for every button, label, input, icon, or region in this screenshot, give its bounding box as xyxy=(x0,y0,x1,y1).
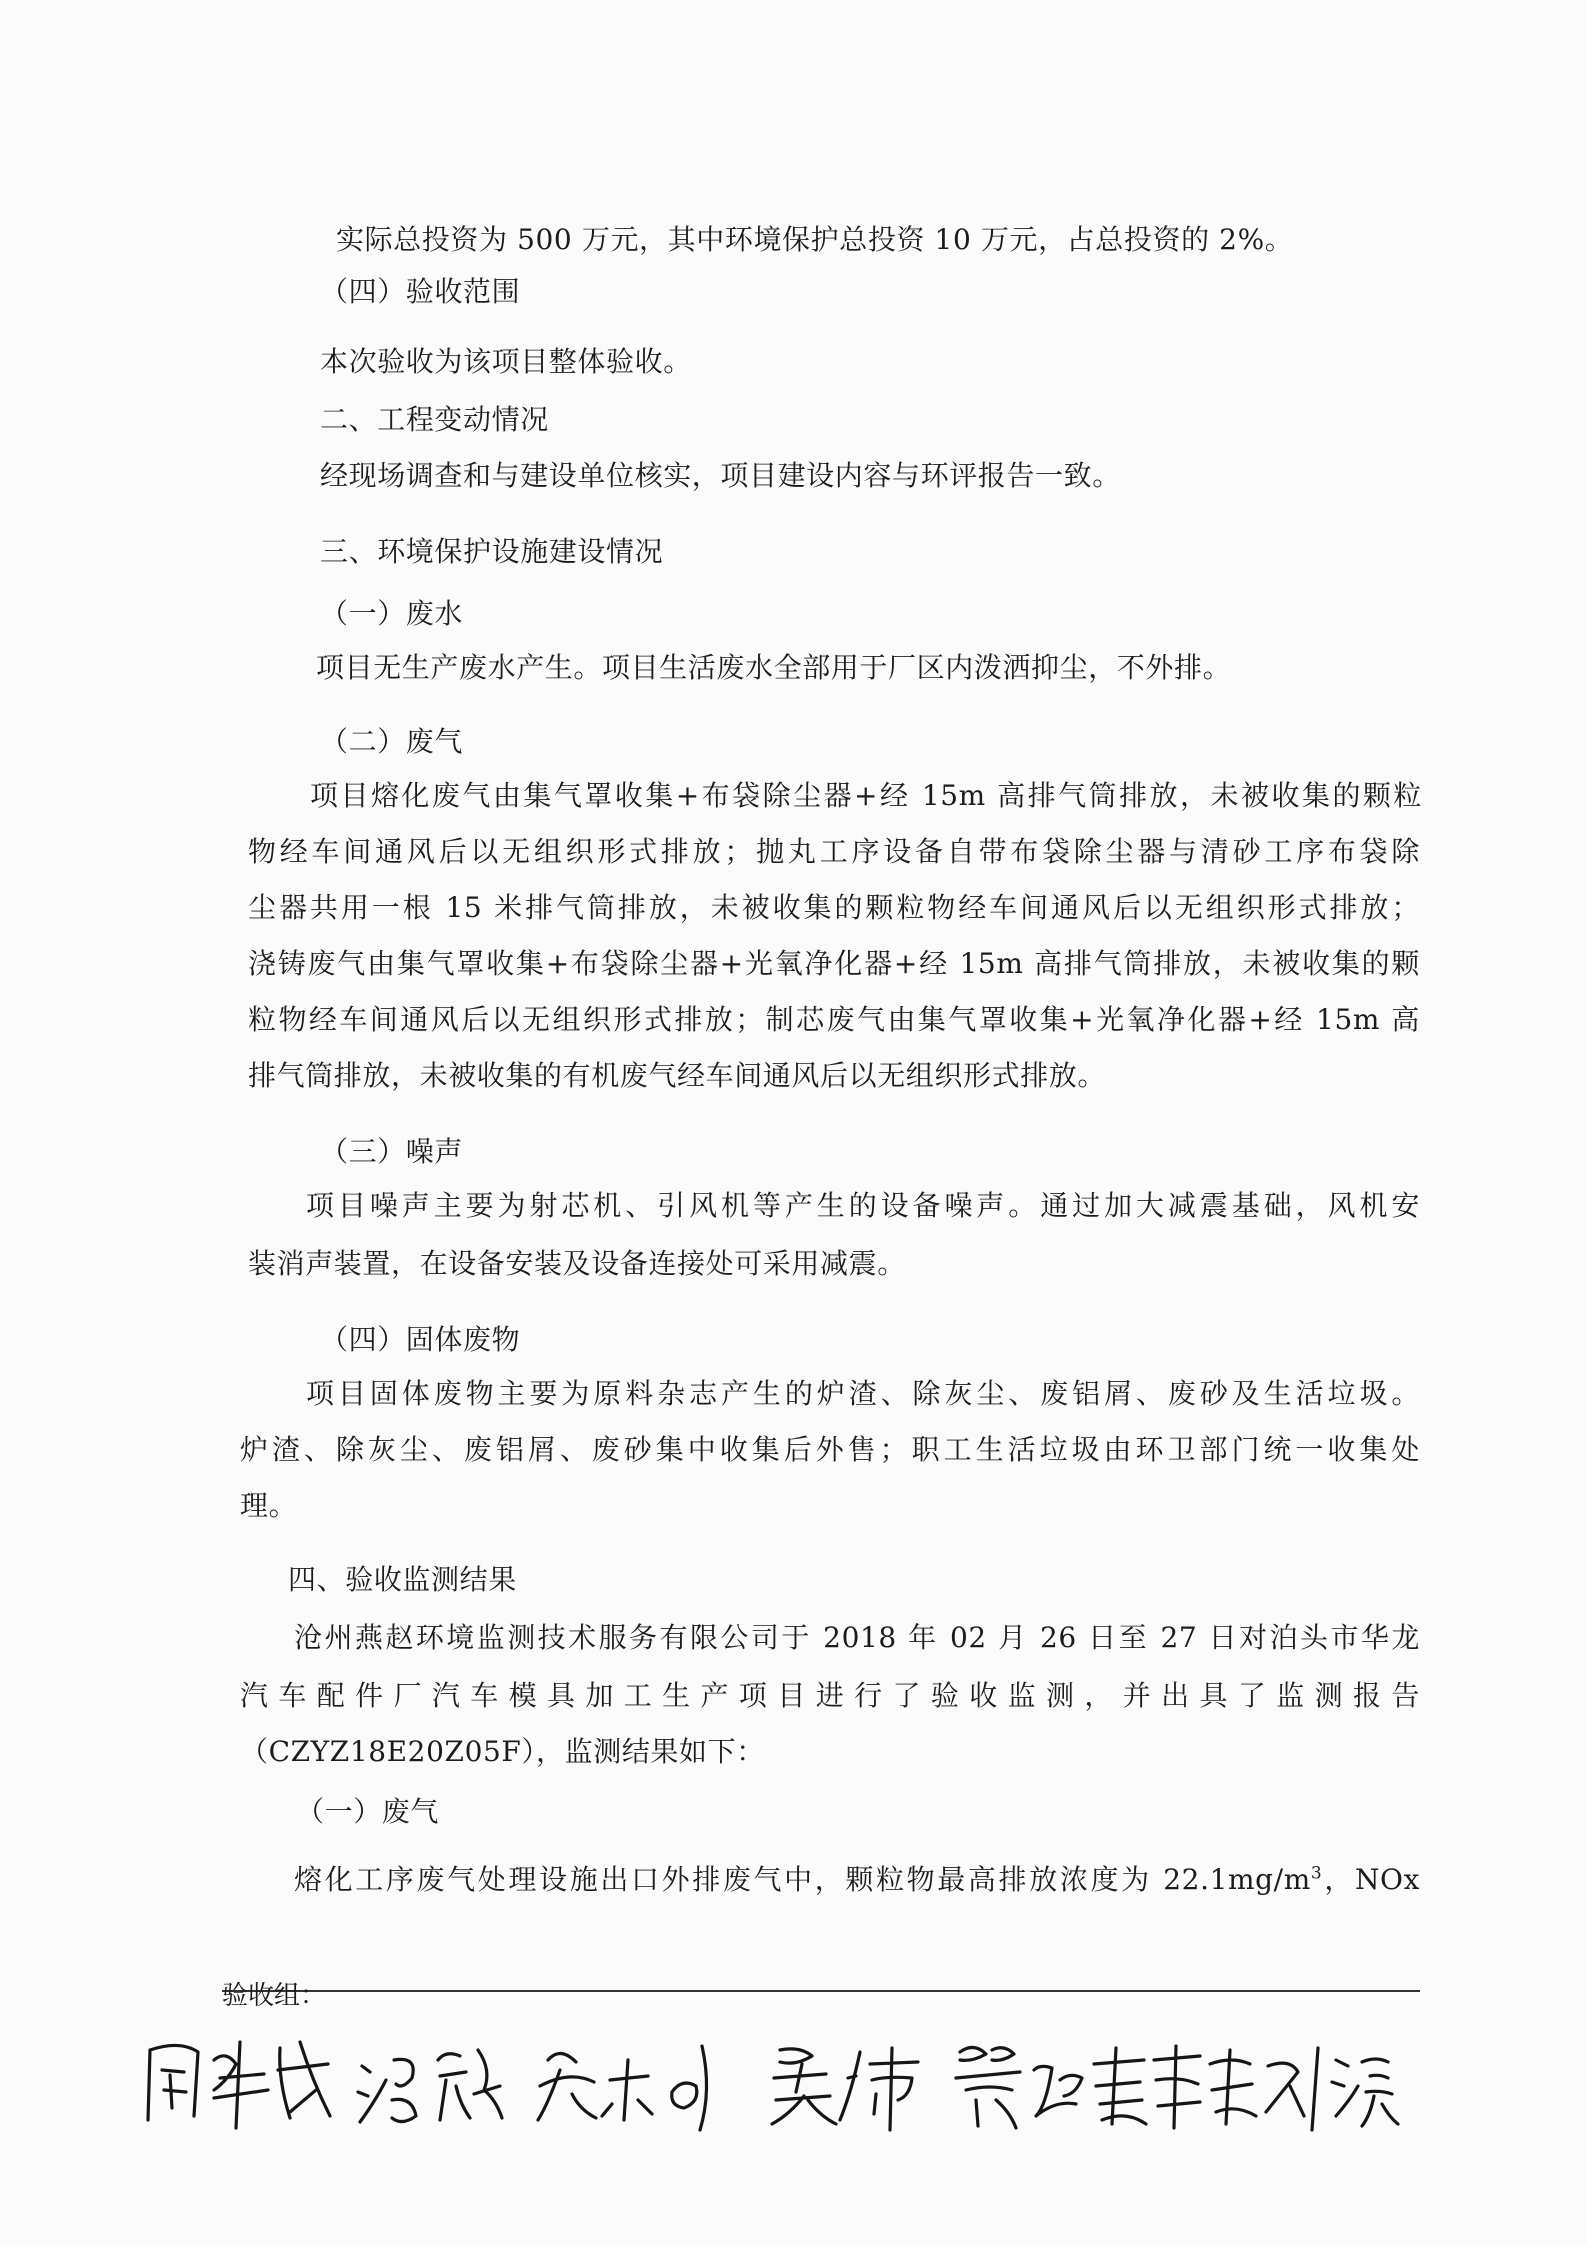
emission-text-tail: ，NOx xyxy=(1322,1863,1420,1896)
heading-waste-gas: （二）废气 xyxy=(320,725,464,758)
heading-solid-waste: （四）固体废物 xyxy=(320,1323,521,1356)
handwritten-signatures xyxy=(140,2020,1400,2140)
acceptance-group-label: 验收组： xyxy=(222,1981,327,2011)
heading-noise: （三）噪声 xyxy=(320,1135,464,1168)
unit-superscript: 3 xyxy=(1310,1863,1323,1884)
heading-wastewater: （一）废水 xyxy=(320,597,464,630)
signature-5 xyxy=(956,2047,1082,2128)
paragraph-waste-gas-line: 物经车间通风后以无组织形式排放；抛丸工序设备自带布袋除尘器与清砂工序布袋除 xyxy=(248,835,1420,868)
heading-acceptance-scope: （四）验收范围 xyxy=(320,275,521,308)
signature-7 xyxy=(1266,2048,1398,2130)
paragraph-solid-waste-line: 项目固体废物主要为原料杂志产生的炉渣、除灰尘、废铝屑、废砂及生活垃圾。 xyxy=(306,1377,1420,1410)
paragraph-monitoring-line: （CZYZ18E20Z05F），监测结果如下： xyxy=(240,1735,765,1768)
signature-4 xyxy=(772,2048,918,2130)
paragraph-waste-gas-line: 粒物经车间通风后以无组织形式排放；制芯废气由集气罩收集+光氧净化器+经 15m 高 xyxy=(248,1003,1420,1036)
emission-text: 熔化工序废气处理设施出口外排废气中，颗粒物最高排放浓度为 22.1mg/m xyxy=(294,1863,1311,1896)
paragraph-investment: 实际总投资为 500 万元，其中环境保护总投资 10 万元，占总投资的 2%。 xyxy=(336,223,1294,256)
paragraph-noise-line: 项目噪声主要为射芯机、引风机等产生的设备噪声。通过加大减震基础，风机安 xyxy=(306,1189,1420,1222)
paragraph-monitoring-line: 沧州燕赵环境监测技术服务有限公司于 2018 年 02 月 26 日至 27 日对泊头市华龙 xyxy=(294,1621,1420,1654)
signature-6 xyxy=(1094,2046,1256,2128)
heading-waste-gas-results: （一）废气 xyxy=(296,1795,440,1828)
signature-2 xyxy=(358,2050,502,2122)
paragraph-acceptance-scope: 本次验收为该项目整体验收。 xyxy=(320,345,692,378)
paragraph-waste-gas-line: 项目熔化废气由集气罩收集+布袋除尘器+经 15m 高排气筒排放，未被收集的颗粒 xyxy=(310,779,1422,812)
signature-3 xyxy=(538,2046,707,2130)
paragraph-solid-waste-line: 炉渣、除灰尘、废铝屑、废砂集中收集后外售；职工生活垃圾由环卫部门统一收集处 xyxy=(240,1433,1420,1466)
footer-divider xyxy=(222,1990,1420,1992)
paragraph-noise-line: 装消声装置，在设备安装及设备连接处可采用减震。 xyxy=(248,1247,906,1280)
paragraph-solid-waste-line: 理。 xyxy=(240,1489,298,1522)
paragraph-waste-gas-line: 尘器共用一根 15 米排气筒排放，未被收集的颗粒物经车间通风后以无组织形式排放； xyxy=(248,891,1420,924)
signature-1 xyxy=(148,2042,330,2128)
paragraph-engineering-changes: 经现场调查和与建设单位核实，项目建设内容与环评报告一致。 xyxy=(320,459,1121,492)
paragraph-waste-gas-line: 排气筒排放，未被收集的有机废气经车间通风后以无组织形式排放。 xyxy=(248,1059,1107,1092)
paragraph-wastewater: 项目无生产废水产生。项目生活废水全部用于厂区内泼洒抑尘，不外排。 xyxy=(316,651,1232,684)
paragraph-emission-concentration xyxy=(294,1860,1420,1900)
paragraph-monitoring-line: 汽车配件厂汽车模具加工生产项目进行了验收监测，并出具了监测报告 xyxy=(240,1679,1420,1712)
heading-engineering-changes: 二、工程变动情况 xyxy=(320,403,549,436)
heading-environmental-facilities: 三、环境保护设施建设情况 xyxy=(320,535,664,568)
heading-monitoring-results: 四、验收监测结果 xyxy=(288,1563,517,1596)
paragraph-waste-gas-line: 浇铸废气由集气罩收集+布袋除尘器+光氧净化器+经 15m 高排气筒排放，未被收集的颗 xyxy=(248,947,1420,980)
